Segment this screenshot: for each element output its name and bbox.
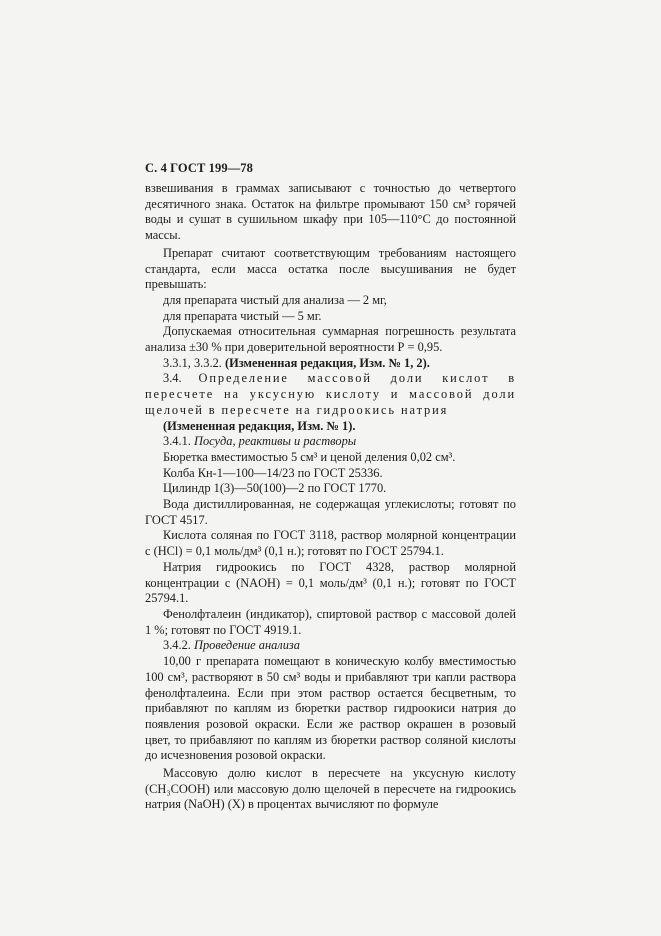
paragraph: Натрия гидроокись по ГОСТ 4328, раствор молярной концентрации c (NAOH) = 0,1 моль/дм³ (0,1 н.); готовят по ГОСТ 25794.1. (145, 559, 516, 606)
page-header: С. 4 ГОСТ 199—78 (145, 161, 254, 175)
paragraph: для препарата чистый для анализа — 2 мг, (163, 292, 387, 307)
paragraph: Кислота соляная по ГОСТ 3118, раствор молярной концентрации c (HCl) = 0,1 моль/дм³ (0,1 н.); готовят по ГОСТ 25794.1. (145, 528, 516, 559)
section-number: 3.4.2. (163, 638, 191, 653)
subsection-heading (145, 434, 516, 450)
subsection-title: Посуда, реактивы и растворы (194, 434, 357, 449)
paragraph: Вода дистиллированная, не содержащая углекислоты; готовят по ГОСТ 4517. (145, 497, 516, 527)
paragraph: Массовую долю кислот в пересчете на уксусную кислоту (CH₃COOH) или массовую долю щелочей в пересчете на гидроокись натрия (NaOH) (X) в процентах вычисляют по формуле (145, 766, 516, 812)
amendment-note: (Измененная редакция, Изм. № 1, 2). (224, 355, 430, 370)
paragraph: Препарат считают соответствующим требованиям настоящего стандарта, если масса остатка после высушивания не будет превышать: (145, 245, 516, 292)
section-number: 3.4. (163, 371, 182, 386)
subsection-heading (145, 638, 516, 654)
paragraph-amendment (145, 356, 516, 372)
section-title: Определение массовой доли кислот в пересчете на уксусную кислоту и массовой доли щелочей в пересчете на гидроокись натрия (145, 371, 517, 417)
paragraph: для препарата чистый — 5 мг. (163, 308, 322, 323)
document-body (145, 181, 516, 813)
section-number: 3.4.1. (163, 434, 191, 449)
paragraph: взвешивания в граммах записывают с точностью до четвертого десятичного знака. Остаток на фильтре промывают 150 см³ горячей воды и сушат в сушильном шкафу при 105—110°С до постоянной массы. (145, 181, 516, 243)
paragraph: Бюретка вместимостью 5 см³ и ценой деления 0,02 см³. (163, 449, 456, 464)
section-heading (145, 371, 516, 418)
amendment-note: (Измененная редакция, Изм. № 1). (163, 418, 356, 433)
section-number: 3.3.1, 3.3.2. (163, 355, 222, 370)
paragraph: Колба Кн-1—100—14/23 по ГОСТ 25336. (163, 465, 383, 480)
paragraph: Допускаемая относительная суммарная погрешность результата анализа ±30 % при доверительной вероятности Р = 0,95. (145, 324, 516, 355)
subsection-title: Проведение анализа (194, 638, 300, 653)
paragraph: Фенолфталеин (индикатор), спиртовой раствор с массовой долей 1 %; готовят по ГОСТ 4919.1. (145, 606, 516, 637)
paragraph: 10,00 г препарата помещают в коническую колбу вместимостью 100 см³, растворяют в 50 см³ воды и прибавляют три капли раствора фенолфталеина. Если при этом раствор остается бесцветным, то прибавляют по каплям из бюретки раствор гидроокиси натрия до появления розовой окраски. Если же раствор окрашен в розовый цвет, то прибавляют по каплям из бюретки раствор соляной кислоты до исчезновения розовой окраски. (145, 654, 516, 763)
paragraph: Цилиндр 1(3)—50(100)—2 по ГОСТ 1770. (163, 481, 387, 496)
